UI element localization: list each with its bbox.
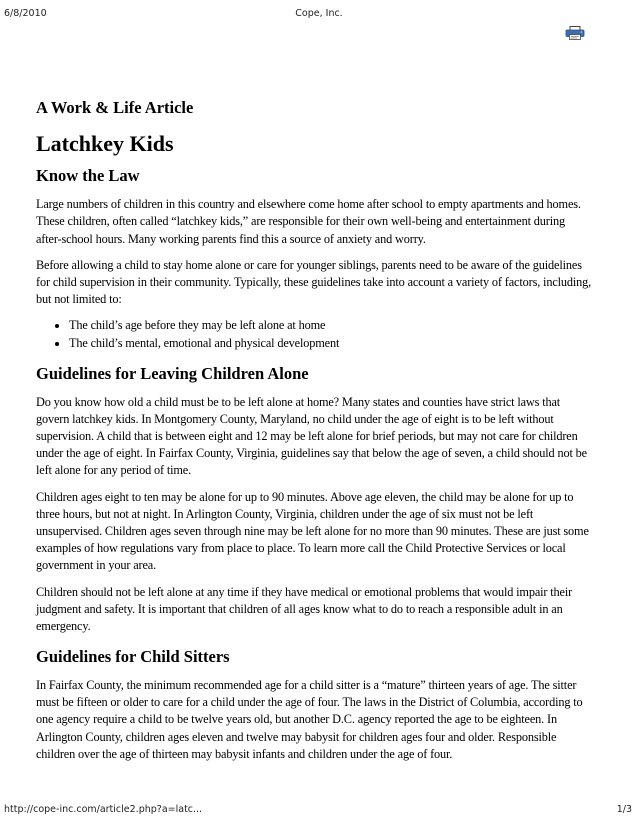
paragraph: Before allowing a child to stay home alone or care for younger siblings, parents need to be aware of the guidelines for child supervision in their community. Typically, these guidelines take into account a variety of factors, including, but not limited to: [36,257,592,307]
section-heading-know-the-law: Know the Law [36,166,140,186]
list-item: • The child’s age before they may be left alone at home [69,317,592,334]
print-header [4,8,634,22]
paragraph: In Fairfax County, the minimum recommended age for a child sitter is a “mature” thirteen years of age. The sitter must be fifteen or older to care for a child under the age of four. The laws in the District of Columbia, according to one agency require a child to be twelve years old, but another D.C. agency reported the age to be eighteen. In Arlington County, children ages eleven and twelve may babysit for children ages four and older. Responsible children over the age of thirteen may babysit infants and children under the age of four. [36,677,583,761]
paragraph: Children should not be left alone at any time if they have medical or emotional problems that would impair their judgment and safety. It is important that children of all ages know what to do to reach a responsible adult in an emergency. [36,584,573,633]
paragraph: Children ages eight to ten may be alone for up to 90 minutes. Above age eleven, the child may be alone for up to three hours, but not at night. In Arlington County, Virginia, children under the age of six must not be left unsupervised. Children ages seven through nine may be left alone for no more than 90 minutes. These are just some examples of how regulations vary from place to place. To learn more call the Child Protective Services or local government in your area. [36,489,589,573]
article-kicker: A Work & Life Article [36,98,194,117]
print-url: http://cope-inc.com/article2.php?a=latc... [4,804,203,815]
print-footer [4,804,634,818]
print-date: 6/8/2010 [4,8,47,19]
article-title: Latchkey Kids [36,131,174,156]
printer-icon[interactable] [565,26,585,40]
page-number: 1/3 [616,804,632,815]
factor-list [36,317,592,351]
print-site-title: Cope, Inc. [295,8,343,19]
section-heading-child-sitters: Guidelines for Child Sitters [36,647,230,667]
list-item: • The child’s mental, emotional and physical development [69,335,592,352]
paragraph: Large numbers of children in this country and elsewhere come home after school to empty apartments and homes. These children, often called “latchkey kids,” are responsible for their own well-being and entertainment during after-school hours. Many working parents find this a source of anxiety and worry. [36,197,581,246]
section-heading-leaving-children-alone: Guidelines for Leaving Children Alone [36,363,309,383]
article-content [36,98,592,772]
paragraph: Do you know how old a child must be to be left alone at home? Many states and counties have strict laws that govern latchkey kids. In Montgomery County, Maryland, no child under the age of eight is to be left without supervision. A child that is between eight and 12 may be left alone for brief periods, but may not care for children under the age of eight. In Fairfax County, Virginia, guidelines say that below the age of seven, a child should not be left alone for any period of time. [36,394,587,478]
